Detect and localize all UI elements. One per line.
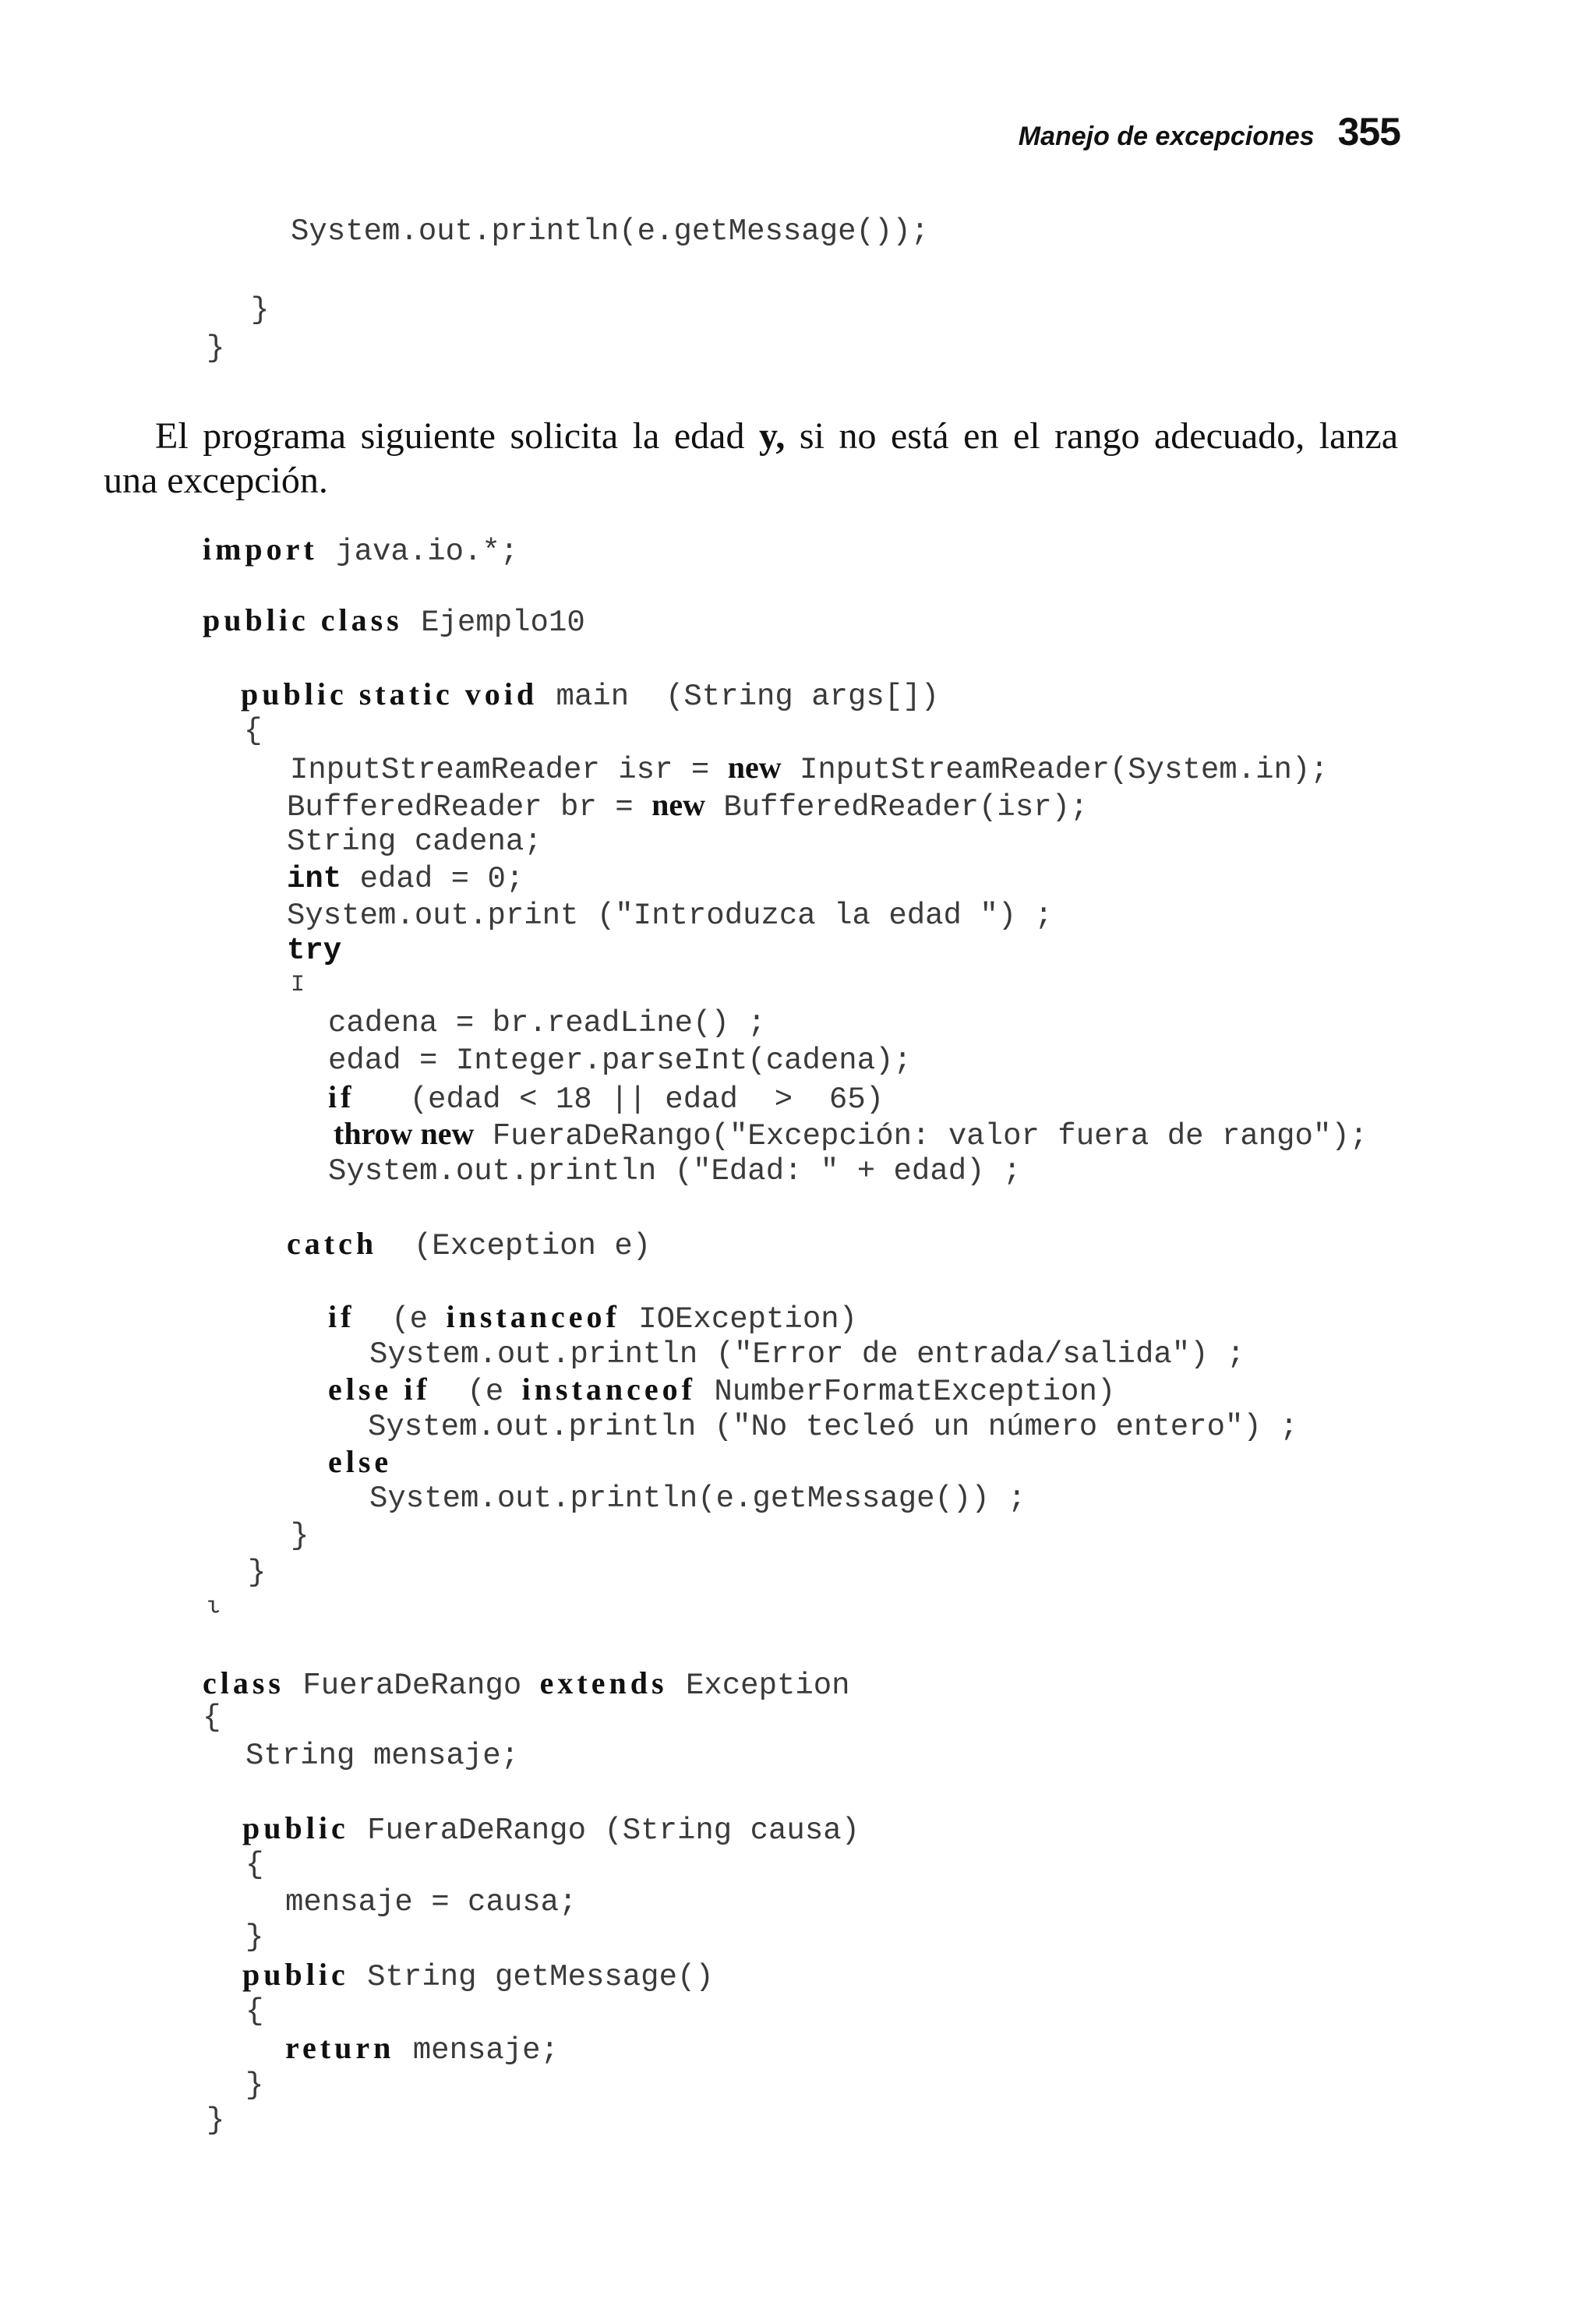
code-text: String mensaje; (245, 1739, 520, 1773)
code-line (242, 1810, 860, 1847)
code-text: System.out.println ("Edad: " + edad) ; (328, 1154, 1022, 1188)
code-text: } (207, 2103, 225, 2138)
code-text: NumberFormatException) (695, 1375, 1116, 1409)
code-text: } (251, 293, 270, 327)
code-text: } (207, 331, 225, 365)
code-line (285, 1884, 577, 1921)
keyword: return (285, 2030, 395, 2065)
code-text: I (291, 972, 305, 998)
code-line (287, 823, 542, 860)
code-text: FueraDeRango (284, 1668, 540, 1703)
keyword: instanceof (446, 1299, 620, 1334)
code-text: System.out.println ("No tecleó un número entero") ; (368, 1410, 1298, 1444)
code-line (242, 1956, 714, 1993)
code-line (369, 1336, 1245, 1373)
code-text: } (248, 1555, 267, 1590)
code-line (248, 1554, 266, 1591)
code-line (287, 860, 524, 898)
code-text: edad = Integer.parseInt(cadena); (328, 1043, 912, 1078)
code-text: IOException) (620, 1302, 858, 1337)
code-text: java.io.*; (317, 535, 519, 569)
code-line (328, 1042, 912, 1079)
code-text: System.out.println ("Error de entrada/salida") ; (369, 1337, 1245, 1372)
code-text: (e (430, 1375, 522, 1409)
code-line (368, 1408, 1298, 1446)
code-text: edad = 0; (341, 862, 524, 896)
code-line (245, 1993, 263, 2030)
code-text: cadena = br.readLine() ; (328, 1006, 766, 1040)
code-line (287, 786, 1088, 824)
code-line (245, 2067, 263, 2104)
code-text: (Exception e) (377, 1229, 651, 1263)
code-text: { (203, 1700, 221, 1735)
keyword: new (651, 787, 705, 822)
code-text: mensaje = causa; (285, 1885, 577, 1919)
code-text: InputStreamReader(System.in); (781, 753, 1329, 787)
paragraph-text: El programa siguiente solicita la edad (155, 415, 759, 457)
code-text: String getMessage() (348, 1960, 714, 1994)
code-line (244, 712, 262, 750)
code-text: Exception (667, 1668, 850, 1703)
code-text: BufferedReader br = (287, 790, 652, 825)
code-line (287, 1225, 651, 1262)
keyword: public class (203, 602, 403, 637)
code-line (203, 531, 518, 568)
code-text: { (245, 1994, 264, 2029)
body-paragraph-line-1 (104, 414, 1398, 458)
code-line (291, 1517, 309, 1555)
code-text: main (String args[]) (538, 680, 940, 714)
code-line (287, 897, 1053, 934)
keyword: public static void (241, 676, 538, 712)
keyword: else if (328, 1372, 431, 1407)
code-line (285, 2029, 559, 2067)
code-line (328, 1153, 1021, 1190)
code-text: BufferedReader(isr); (704, 790, 1089, 825)
paragraph-bold-text: y, (758, 415, 786, 457)
code-text: } (245, 1920, 264, 1955)
code-text: String cadena; (287, 825, 542, 859)
code-text: ι (207, 1594, 221, 1620)
code-line (291, 966, 305, 1004)
keyword: public (242, 1810, 349, 1845)
section-title: Manejo de excepciones (1018, 122, 1315, 151)
code-line (328, 1371, 1115, 1408)
code-line (251, 291, 269, 329)
code-text: FueraDeRango (String causa) (348, 1813, 860, 1848)
code-line (245, 1919, 263, 1956)
running-head (1019, 109, 1400, 154)
code-line (328, 1298, 857, 1336)
code-text: } (245, 2068, 264, 2103)
code-text: mensaje; (394, 2033, 559, 2068)
code-line (328, 1443, 392, 1481)
keyword: extends (539, 1665, 668, 1700)
page-number: 355 (1337, 110, 1400, 154)
code-line (328, 1005, 766, 1042)
code-text: { (245, 1848, 264, 1882)
body-paragraph-line-2 (104, 458, 1398, 503)
code-line (328, 1079, 884, 1116)
keyword: public (242, 1957, 349, 1992)
code-line (207, 2102, 224, 2139)
code-line (369, 1480, 1026, 1517)
code-text: System.out.print ("Introduzca la edad ") ; (287, 899, 1053, 933)
keyword: int (287, 862, 342, 896)
code-line (207, 330, 224, 367)
keyword: if (328, 1299, 355, 1334)
code-line (241, 676, 939, 713)
code-text: FueraDeRango("Excepción: valor fuera de rango"); (474, 1119, 1368, 1153)
code-line (203, 602, 585, 639)
keyword: import (203, 531, 318, 567)
code-text: } (291, 1519, 309, 1553)
keyword: else (328, 1444, 393, 1479)
code-line (203, 1665, 850, 1702)
paragraph-text: una excepción. (104, 460, 328, 501)
code-line (291, 213, 929, 250)
code-line (207, 1588, 221, 1626)
keyword: class (203, 1665, 284, 1700)
code-line (287, 932, 341, 969)
code-line (245, 1737, 519, 1774)
code-text: (e (355, 1302, 447, 1337)
code-text: System.out.println(e.getMessage()) ; (369, 1481, 1026, 1516)
paragraph-text: si no está en el rango adecuado, lanza (785, 415, 1398, 457)
code-line (290, 749, 1329, 786)
keyword: throw new (334, 1116, 475, 1151)
code-line (203, 1699, 221, 1736)
keyword: instanceof (521, 1372, 696, 1407)
code-text: Ejemplo10 (402, 606, 585, 640)
code-text: InputStreamReader isr = (290, 753, 728, 787)
code-text: (edad < 18 || edad > 65) (355, 1082, 885, 1117)
code-line (334, 1115, 1368, 1153)
code-text: { (244, 714, 263, 748)
code-line (245, 1846, 263, 1884)
keyword: if (328, 1079, 355, 1114)
code-text: System.out.println(e.getMessage()); (291, 214, 930, 249)
keyword: new (727, 750, 782, 785)
keyword: catch (287, 1226, 378, 1261)
keyword: try (287, 934, 342, 968)
